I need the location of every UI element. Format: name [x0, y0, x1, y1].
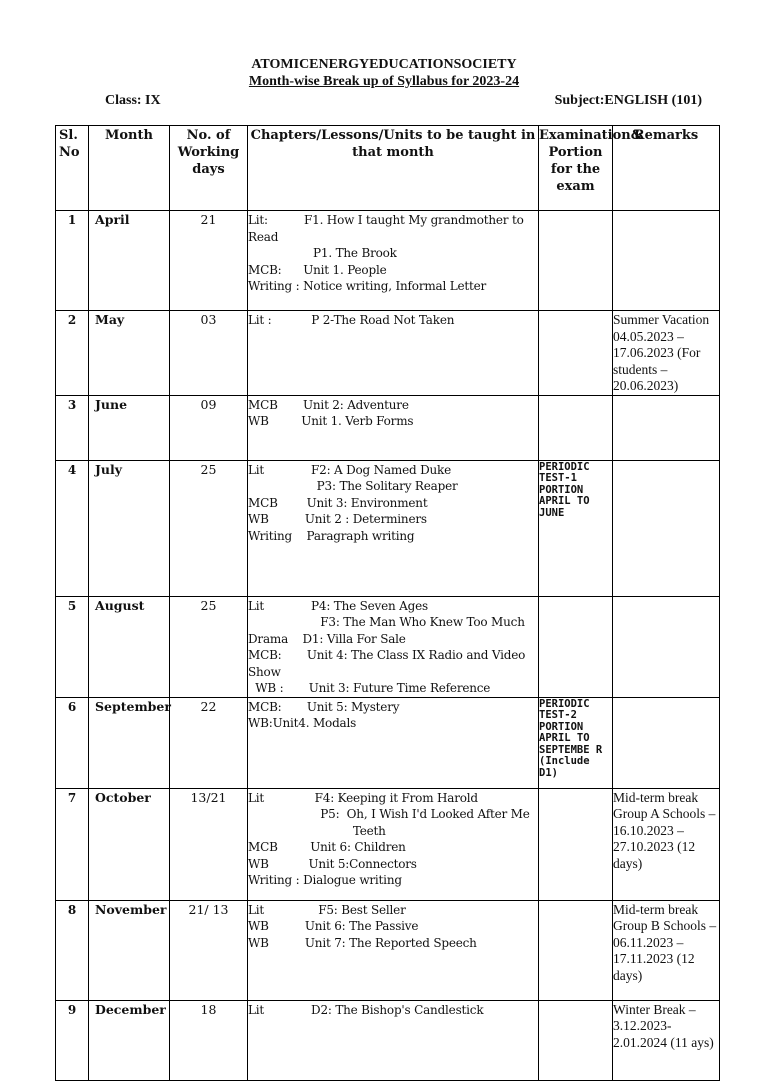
- chapter-line: MCB: Unit 4: The Class IX Radio and Video: [248, 648, 526, 662]
- row-sl-no: 5: [56, 596, 89, 697]
- row-sl-no: 7: [56, 788, 89, 900]
- chapter-line: P1. The Brook: [248, 246, 397, 260]
- row-month: December: [89, 1000, 170, 1080]
- row-working-days: 21: [170, 211, 248, 311]
- class-label: Class: IX: [105, 93, 161, 108]
- header-working-days: No. of Working days: [170, 126, 248, 211]
- chapter-line: MCB Unit 2: Adventure: [248, 397, 409, 412]
- row-exam-portion: [539, 1000, 613, 1080]
- row-sl-no: 4: [56, 460, 89, 596]
- chapter-line: WB : Unit 3: Future Time Reference: [248, 681, 491, 695]
- chapter-line: MCB: Unit 5: Mystery: [248, 699, 400, 714]
- chapter-line: WB Unit 7: The Reported Speech: [248, 935, 477, 950]
- table-row: [56, 211, 720, 311]
- row-month: May: [89, 311, 170, 396]
- chapter-line: Teeth: [248, 823, 386, 838]
- header-exam-portion: Examination& Portion for the exam: [539, 126, 613, 211]
- row-sl-no: 9: [56, 1000, 89, 1080]
- chapter-line: WB Unit 5:Connectors: [248, 856, 417, 871]
- chapter-line: MCB Unit 3: Environment: [248, 495, 428, 510]
- row-chapters: [248, 211, 539, 311]
- syllabus-table: [55, 125, 720, 1081]
- row-remarks: Mid-term break Group A Schools – 16.10.2023 – 27.10.2023 (12 days): [613, 788, 720, 900]
- row-working-days: 25: [170, 460, 248, 596]
- header-sl-no: Sl. No: [56, 126, 89, 211]
- row-remarks: [613, 211, 720, 311]
- row-working-days: 18: [170, 1000, 248, 1080]
- row-working-days: 13/21: [170, 788, 248, 900]
- chapter-line: WB:Unit4. Modals: [248, 716, 357, 730]
- row-month: September: [89, 697, 170, 788]
- row-sl-no: 2: [56, 311, 89, 396]
- row-chapters: [248, 1000, 539, 1080]
- chapter-line: WB Unit 2 : Determiners: [248, 512, 427, 526]
- table-row: [56, 697, 720, 788]
- row-sl-no: 1: [56, 211, 89, 311]
- row-exam-portion: PERIODIC TEST-2 PORTION APRIL TO SEPTEMBE R (Include D1): [539, 697, 613, 788]
- subject-label: Subject:ENGLISH (101): [554, 93, 702, 108]
- chapter-line: Writing : Notice writing, Informal Letter: [248, 279, 487, 293]
- table-row: [56, 460, 720, 596]
- chapter-line: Read: [248, 229, 279, 244]
- row-working-days: 21/ 13: [170, 900, 248, 1000]
- table-row: [56, 311, 720, 396]
- header-remarks: Remarks: [613, 126, 720, 211]
- organization-title: ATOMICENERGYEDUCATIONSOCIETY: [251, 57, 517, 72]
- row-exam-portion: [539, 900, 613, 1000]
- row-exam-portion: [539, 395, 613, 460]
- chapter-line: Lit D2: The Bishop's Candlestick: [248, 1002, 484, 1017]
- row-remarks: Summer Vacation 04.05.2023 – 17.06.2023 (For students – 20.06.2023): [613, 311, 720, 396]
- table-row: [56, 596, 720, 697]
- row-chapters: [248, 900, 539, 1000]
- chapter-line: Drama D1: Villa For Sale: [248, 631, 406, 646]
- row-working-days: 22: [170, 697, 248, 788]
- row-chapters: [248, 395, 539, 460]
- chapter-line: WB Unit 6: The Passive: [248, 919, 419, 933]
- row-sl-no: 6: [56, 697, 89, 788]
- row-exam-portion: [539, 788, 613, 900]
- row-remarks: [613, 596, 720, 697]
- row-chapters: [248, 788, 539, 900]
- row-chapters: [248, 311, 539, 396]
- table-row: [56, 900, 720, 1000]
- row-working-days: 03: [170, 311, 248, 396]
- chapter-line: Lit: F1. How I taught My grandmother to: [248, 213, 524, 227]
- table-row: [56, 395, 720, 460]
- row-exam-portion: [539, 211, 613, 311]
- chapter-line: WB Unit 1. Verb Forms: [248, 414, 414, 428]
- header-month: Month: [89, 126, 170, 211]
- chapter-line: Lit F5: Best Seller: [248, 902, 406, 917]
- chapter-line: MCB Unit 6: Children: [248, 840, 406, 854]
- row-month: July: [89, 460, 170, 596]
- table-header-row: [56, 126, 720, 211]
- row-remarks: Mid-term break Group B Schools – 06.11.2023 – 17.11.2023 (12 days): [613, 900, 720, 1000]
- chapter-line: MCB: Unit 1. People: [248, 262, 387, 277]
- row-working-days: 09: [170, 395, 248, 460]
- chapter-line: Lit F4: Keeping it From Harold: [248, 790, 478, 805]
- row-chapters: [248, 596, 539, 697]
- row-working-days: 25: [170, 596, 248, 697]
- table-row: [56, 788, 720, 900]
- chapter-line: Writing : Dialogue writing: [248, 873, 402, 887]
- header-chapters: Chapters/Lessons/Units to be taught in that month: [248, 126, 539, 211]
- row-remarks: [613, 697, 720, 788]
- chapter-line: Lit F2: A Dog Named Duke: [248, 462, 452, 477]
- row-exam-portion: [539, 311, 613, 396]
- row-chapters: [248, 460, 539, 596]
- row-month: June: [89, 395, 170, 460]
- chapter-line: Writing Paragraph writing: [248, 528, 415, 543]
- row-month: August: [89, 596, 170, 697]
- row-sl-no: 8: [56, 900, 89, 1000]
- chapter-line: P3: The Solitary Reaper: [248, 479, 458, 493]
- chapter-line: Lit P4: The Seven Ages: [248, 598, 428, 613]
- document-subtitle: Month-wise Break up of Syllabus for 2023-24: [248, 74, 520, 89]
- row-exam-portion: PERIODIC TEST-1 PORTION APRIL TO JUNE: [539, 460, 613, 596]
- row-remarks: [613, 460, 720, 596]
- chapter-line: Lit : P 2-The Road Not Taken: [248, 313, 455, 327]
- row-month: April: [89, 211, 170, 311]
- chapter-line: Show: [248, 664, 281, 679]
- row-remarks: Winter Break – 3.12.2023- 2.01.2024 (11 ays): [613, 1000, 720, 1080]
- row-exam-portion: [539, 596, 613, 697]
- table-row: [56, 1000, 720, 1080]
- row-chapters: [248, 697, 539, 788]
- chapter-line: P5: Oh, I Wish I'd Looked After Me: [248, 807, 530, 821]
- row-remarks: [613, 395, 720, 460]
- row-month: October: [89, 788, 170, 900]
- row-sl-no: 3: [56, 395, 89, 460]
- row-month: November: [89, 900, 170, 1000]
- chapter-line: F3: The Man Who Knew Too Much: [248, 615, 525, 629]
